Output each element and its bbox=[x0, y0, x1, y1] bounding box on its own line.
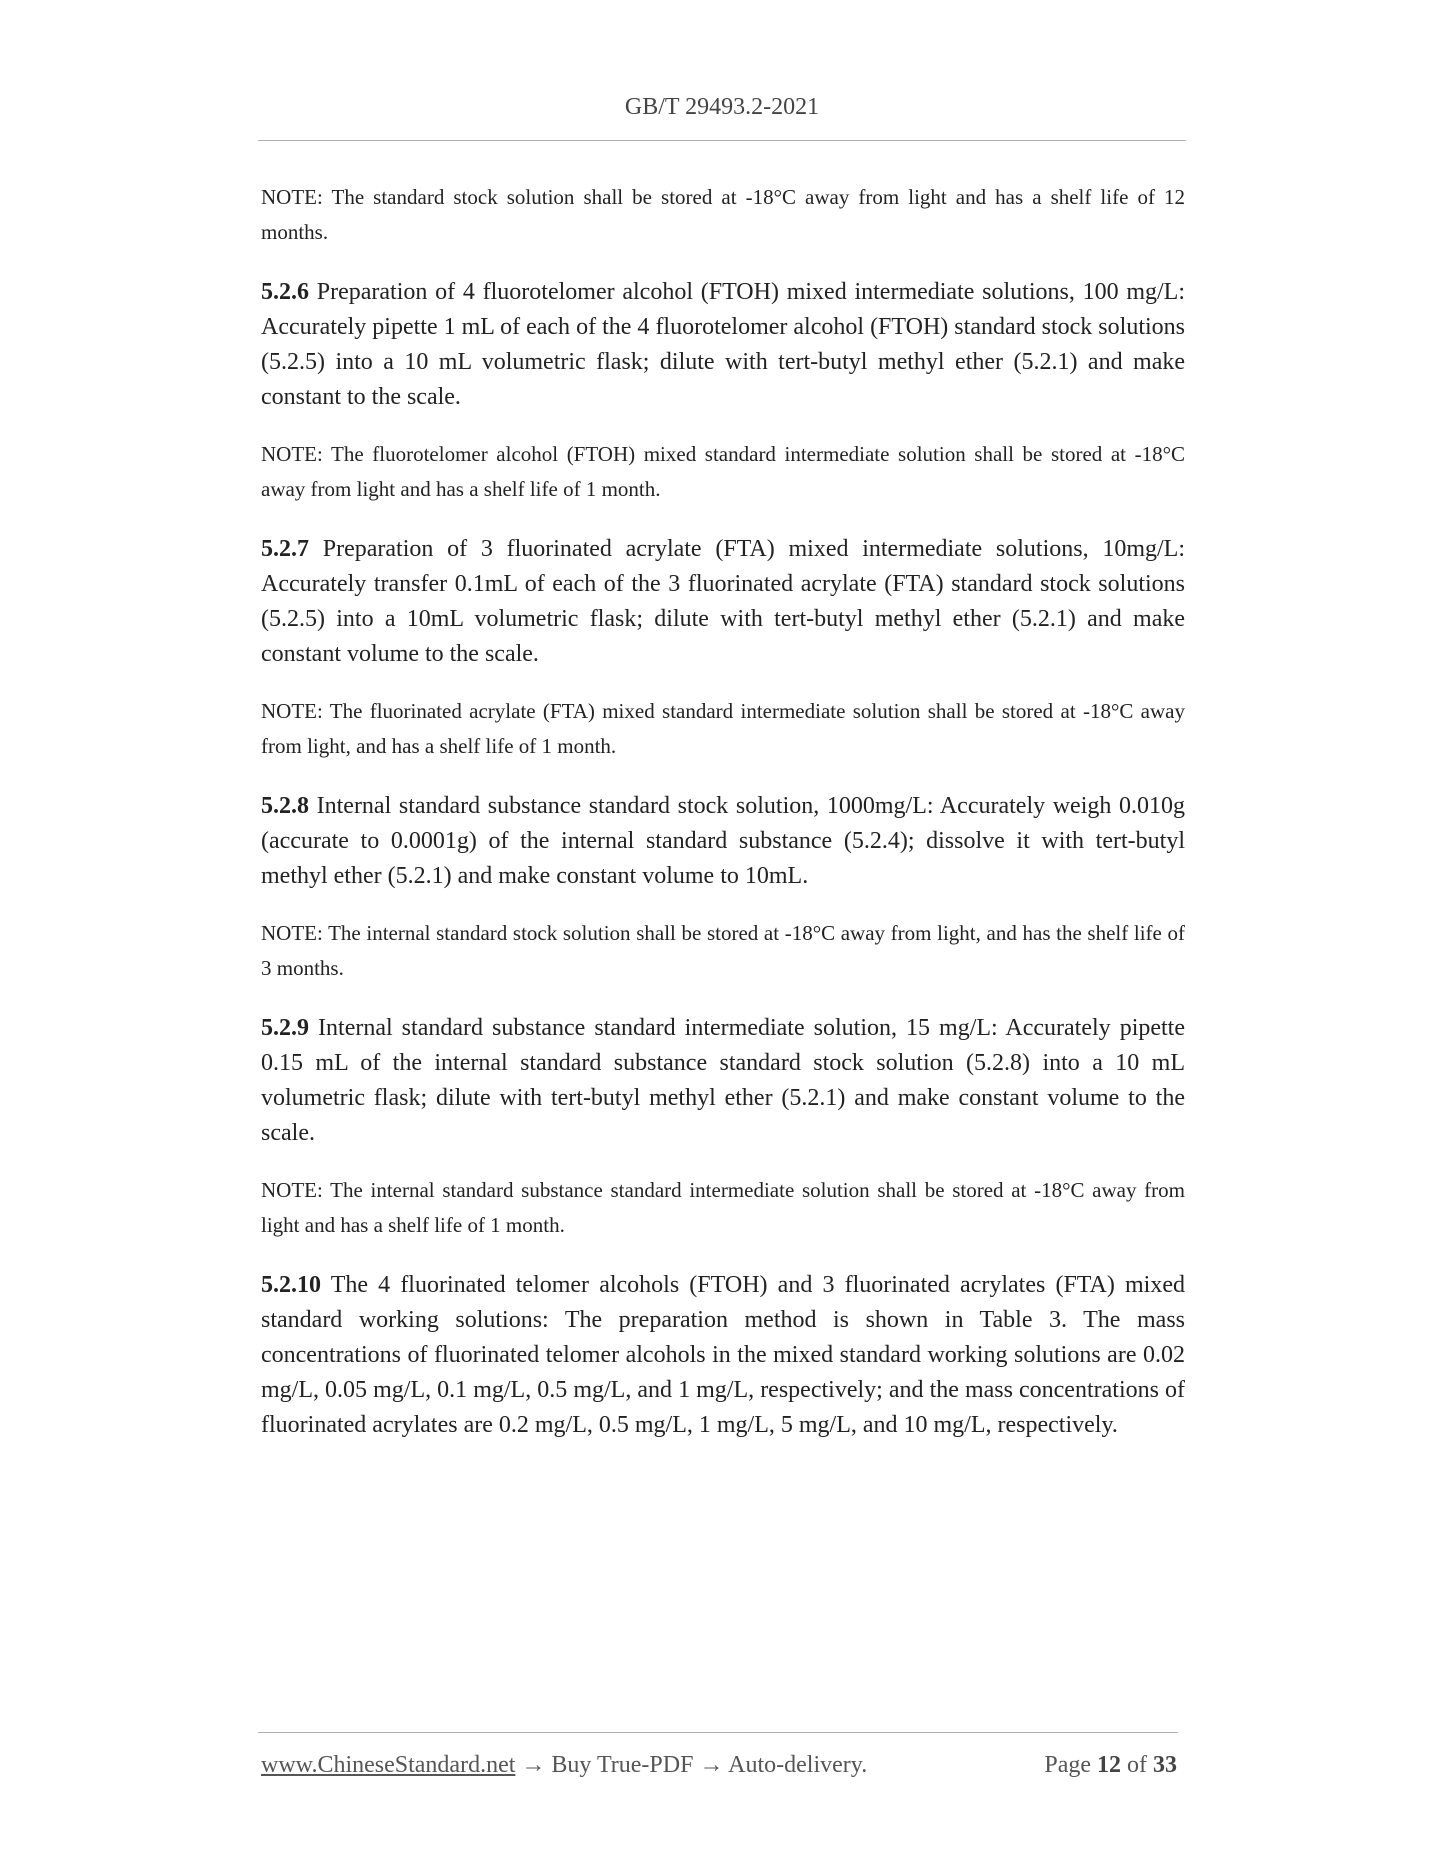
footer-divider bbox=[258, 1732, 1178, 1733]
buy-pdf-text: Buy True-PDF bbox=[551, 1752, 694, 1778]
page-number: 12 bbox=[1097, 1752, 1121, 1778]
note-fta-intermediate: NOTE: The fluorinated acrylate (FTA) mixed standard intermediate solution shall be stored at -18°C away from light, and has a shelf life of 1 month. bbox=[261, 699, 1185, 758]
of-label: of bbox=[1127, 1752, 1147, 1778]
page-label: Page bbox=[1044, 1752, 1091, 1778]
clause-text: The 4 fluorinated telomer alcohols (FTOH) and 3 fluorinated acrylates (FTA) mixed standard working solutions: The preparation method is shown in Table 3. The mass concentrations of fluorinated telomer alcohols in the mixed standard working solutions are 0.02 mg/L, 0.05 mg/L, 0.1 mg/L, 0.5 mg/L, and 1 mg/L, respectively; and the mass concentrations of fluorinated acrylates are 0.2 mg/L, 0.5 mg/L, 1 mg/L, 5 mg/L, and 10 mg/L, respectively. bbox=[261, 1272, 1185, 1438]
note-stock-solution: NOTE: The standard stock solution shall be stored at -18°C away from light and has a shelf life of 12 months. bbox=[261, 185, 1185, 244]
clause-number: 5.2.10 bbox=[261, 1272, 321, 1298]
clause-5-2-8 bbox=[261, 789, 1185, 894]
clause-text: Preparation of 3 fluorinated acrylate (FTA) mixed intermediate solutions, 10mg/L: Accurately transfer 0.1mL of each of the 3 fluorinated acrylate (FTA) standard stock solutions (5.2.5) into a 10mL volumetric flask; dilute with tert-butyl methyl ether (5.2.1) and make constant volume to the scale. bbox=[261, 536, 1185, 667]
arrow-right-icon: → bbox=[521, 1752, 546, 1778]
arrow-right-icon: → bbox=[699, 1752, 724, 1778]
clause-number: 5.2.9 bbox=[261, 1015, 309, 1041]
clause-5-2-9 bbox=[261, 1011, 1185, 1151]
note-internal-intermediate: NOTE: The internal standard substance standard intermediate solution shall be stored at -18°C away from light and has a shelf life of 1 month. bbox=[261, 1178, 1185, 1237]
footer-promo bbox=[261, 1752, 867, 1779]
auto-delivery-text: Auto-delivery. bbox=[728, 1752, 868, 1778]
clause-number: 5.2.7 bbox=[261, 536, 309, 562]
clause-5-2-10 bbox=[261, 1268, 1185, 1443]
clause-5-2-6 bbox=[261, 275, 1185, 415]
header-divider bbox=[258, 140, 1186, 141]
note-internal-stock: NOTE: The internal standard stock solution shall be stored at -18°C away from light, and has the shelf life of 3 months. bbox=[261, 921, 1185, 980]
site-link[interactable]: www.ChineseStandard.net bbox=[261, 1752, 516, 1778]
page-indicator bbox=[1044, 1752, 1177, 1779]
clause-number: 5.2.6 bbox=[261, 279, 309, 305]
note-ftoh-intermediate: NOTE: The fluorotelomer alcohol (FTOH) mixed standard intermediate solution shall be stored at -18°C away from light and has a shelf life of 1 month. bbox=[261, 442, 1185, 501]
document-body bbox=[261, 180, 1185, 1465]
clause-text: Internal standard substance standard intermediate solution, 15 mg/L: Accurately pipette 0.15 mL of the internal standard substance standard stock solution (5.2.8) into a 10 mL volumetric flask; dilute with tert-butyl methyl ether (5.2.1) and make constant volume to the scale. bbox=[261, 1015, 1185, 1146]
clause-text: Preparation of 4 fluorotelomer alcohol (FTOH) mixed intermediate solutions, 100 mg/L: Accurately pipette 1 mL of each of the 4 fluorotelomer alcohol (FTOH) standard stock solutions (5.2.5) into a 10 mL volumetric flask; dilute with tert-butyl methyl ether (5.2.1) and make constant to the scale. bbox=[261, 279, 1186, 410]
clause-number: 5.2.8 bbox=[261, 793, 309, 819]
clause-5-2-7 bbox=[261, 532, 1185, 672]
total-pages: 33 bbox=[1153, 1752, 1177, 1778]
clause-text: Internal standard substance standard stock solution, 1000mg/L: Accurately weigh 0.010g (accurate to 0.0001g) of the internal standard substance (5.2.4); dissolve it with tert-butyl methyl ether (5.2.1) and make constant volume to 10mL. bbox=[261, 793, 1185, 889]
page-header: GB/T 29493.2-2021 bbox=[624, 94, 820, 120]
